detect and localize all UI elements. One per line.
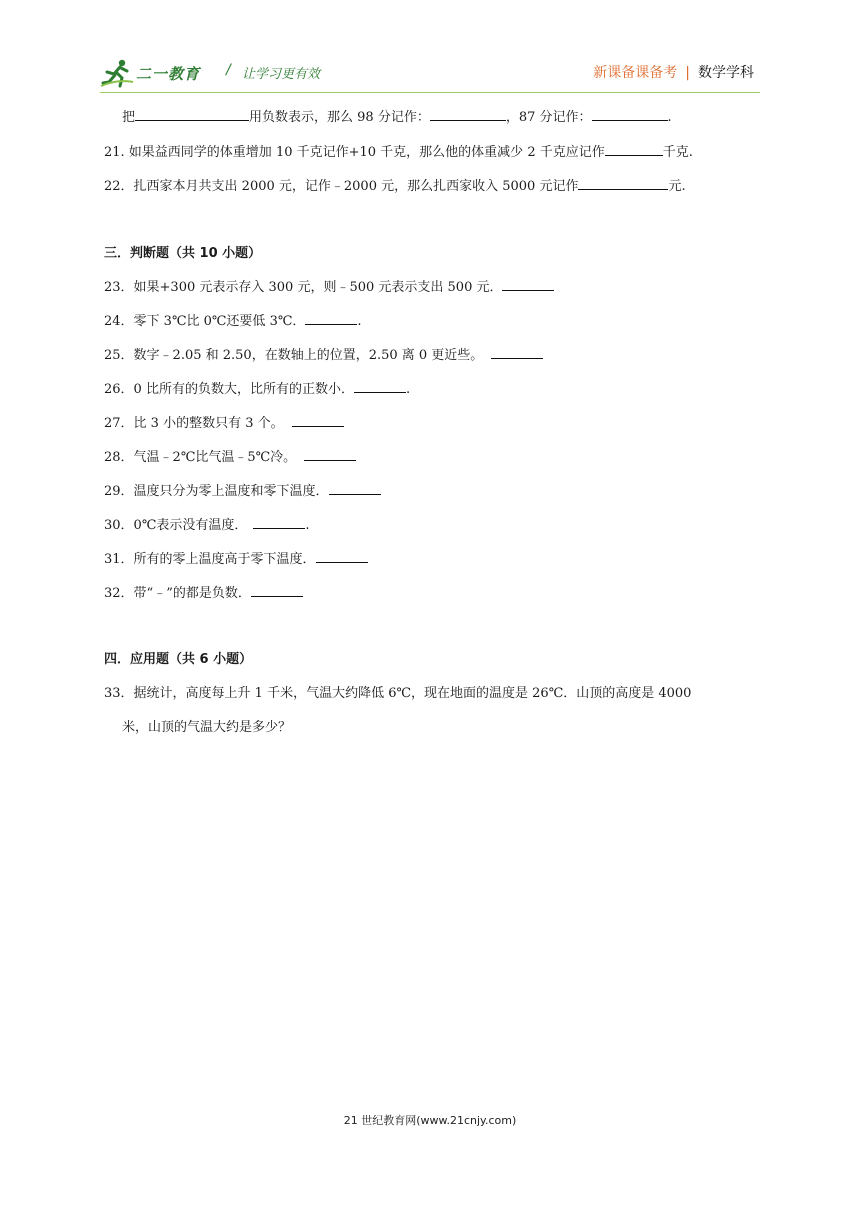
question-28 [104, 446, 356, 465]
answer-blank[interactable] [605, 142, 663, 156]
answer-blank[interactable] [316, 549, 368, 563]
question-text: 28．气温﹣2℃比气温﹣5℃冷。 [104, 450, 297, 465]
header-divider [100, 92, 760, 93]
answer-blank[interactable] [502, 277, 554, 291]
q21-text-a: 21. 如果益西同学的体重增加 10 千克记作+10 千克，那么他的体重减少 2 千克应记作 [104, 145, 605, 160]
question-text: 24．零下 3℃比 0℃还要低 3℃． [104, 314, 306, 329]
question-end: . [405, 382, 411, 397]
q20-text-a: 把 [122, 110, 136, 125]
answer-blank[interactable] [592, 107, 668, 121]
question-text: 31．所有的零上温度高于零下温度． [104, 552, 316, 567]
question-end: . [357, 314, 362, 329]
question-22 [104, 175, 686, 194]
subject-label: 数学学科 [698, 65, 754, 81]
logo [100, 56, 200, 90]
question-31 [104, 548, 368, 567]
question-text: 23．如果+300 元表示存入 300 元，则﹣500 元表示支出 500 元． [104, 280, 503, 295]
answer-blank[interactable] [329, 481, 381, 495]
question-32 [104, 582, 303, 601]
answer-blank[interactable] [578, 176, 668, 190]
question-text: 30．0℃表示没有温度． [104, 518, 248, 533]
answer-blank[interactable] [354, 379, 406, 393]
question-end: . [305, 518, 310, 533]
runner-logo-icon [100, 57, 134, 89]
question-30 [104, 514, 310, 533]
q20-text-b: 用负数表示，那么 98 分记作： [249, 110, 430, 125]
answer-blank[interactable] [135, 107, 249, 121]
q21-text-b: 千克. [662, 145, 693, 160]
page-header [100, 56, 760, 90]
question-29 [104, 480, 381, 499]
answer-blank[interactable] [305, 311, 357, 325]
slogan: 让学习更有效 [242, 67, 321, 82]
question-24 [104, 310, 362, 329]
q20-text-c: ，87 分记作： [505, 110, 592, 125]
question-33-line-2: 米，山顶的气温大约是多少？ [122, 720, 292, 735]
question-21 [104, 141, 693, 160]
question-27 [104, 412, 344, 431]
section-title-judgment: 三．判断题（共 10 小题） [104, 246, 262, 261]
question-33-line-1: 33．据统计，高度每上升 1 千米，气温大约降低 6℃，现在地面的温度是 26℃．山顶的高度是 4000 [104, 686, 692, 701]
q20-text-d: . [667, 110, 672, 125]
slogan-separator: / [226, 62, 231, 78]
question-text: 32．带“﹣”的都是负数． [104, 586, 251, 601]
question-23 [104, 276, 554, 295]
question-text: 25．数字﹣2.05 和 2.50，在数轴上的位置，2.50 离 0 更近些。 [104, 348, 484, 363]
page-footer: 21 世纪教育网(www.21cnjy.com) [343, 1114, 517, 1127]
q22-text-b: 元. [668, 179, 686, 194]
question-text: 27．比 3 小的整数只有 3 个。 [104, 416, 284, 431]
question-20-continuation [122, 106, 672, 125]
answer-blank[interactable] [304, 447, 356, 461]
answer-blank[interactable] [251, 583, 303, 597]
header-separator: | [685, 65, 690, 81]
answer-blank[interactable] [430, 107, 506, 121]
header-right [593, 62, 754, 82]
logo-text: 二一教育 [136, 64, 201, 83]
question-text: 26．0 比所有的负数大，比所有的正数小． [104, 382, 354, 397]
answer-blank[interactable] [292, 413, 344, 427]
question-25 [104, 344, 543, 363]
answer-blank[interactable] [253, 515, 305, 529]
q22-text-a: 22．扎西家本月共支出 2000 元，记作﹣2000 元，那么扎西家收入 5000 元记作 [104, 179, 579, 194]
course-label: 新课备课备考 [593, 65, 678, 81]
answer-blank[interactable] [491, 345, 543, 359]
question-text: 29．温度只分为零上温度和零下温度． [104, 484, 329, 499]
question-26 [104, 378, 410, 397]
section-title-application: 四．应用题（共 6 小题） [104, 652, 253, 667]
